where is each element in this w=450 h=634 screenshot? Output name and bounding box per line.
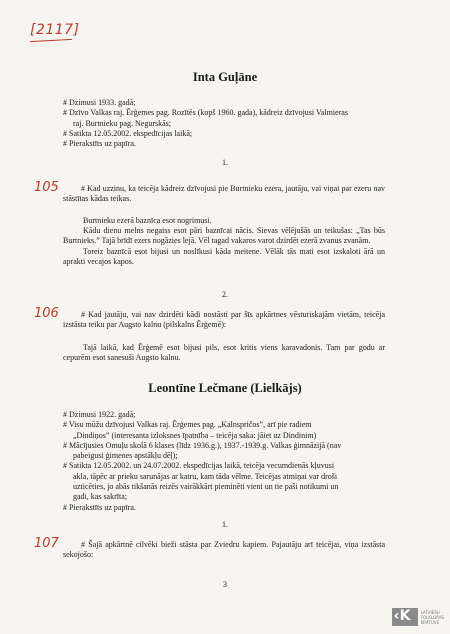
person2-meta-line: pabeigusi ģimenes apstākļu dēļ); — [73, 451, 178, 461]
question-text: # Kad jautāju, vai nav dzirdēti kādi nostāsti par šīs apkārtnes vēsturiskajām vietām, teicēja izstāsta teiku par Augsto kalnu (pilskalns Ērģemē): — [63, 310, 385, 330]
person1-name: Inta Guļāne — [192, 70, 258, 84]
person2-meta-line: uzticēties, jo abās tikšanās reizēs vairākkārt pieminēti vieni un tie paši notikumi un — [73, 482, 339, 492]
logo-text: LATVIEŠU FOLKLORAS KRĀTUVE — [420, 609, 444, 625]
story-paragraph: Toreiz baznīcā esot bijusi un noslīkusi kāda meitene. Vēlāk tās mati esot izskaloti ārā un aprakti vecajos kapos. — [63, 246, 385, 266]
person2-meta-line: # Dzimusi 1922. gadā; — [63, 410, 136, 419]
section-number: 2. — [222, 290, 228, 299]
section-question — [63, 540, 385, 560]
person1-meta — [63, 98, 383, 149]
archive-underline — [30, 39, 72, 42]
person1-meta-line: raj. Burtnieku pag. Negurskās; — [73, 118, 171, 128]
story-paragraph: Kādu dienu melns negaiss esot pāri baznīcai nācis. Sievas vēlējušās un teikušas: „Tas būs Burtnieks.” Tajā brīdī ezers nogāzies lejā. Vēl tagad vakaros varot dzirdēt ezerā zvanus zvanām. — [63, 226, 385, 246]
person1-meta-line: # Satikta 12.05.2002. ekspedīcijas laikā; — [63, 128, 193, 138]
margin-note: 106 — [34, 306, 59, 321]
archive-number: [2117] — [30, 22, 80, 38]
margin-note: 105 — [34, 180, 59, 195]
person2-meta-line: # Pierakstīts uz papīra. — [63, 502, 136, 512]
story-paragraph: Tajā laikā, kad Ērģemē esot bijusi pils, esot kritis viens karavadonis. Tam par godu ar cepurēm esot sanesuši Augsto kalnu. — [63, 343, 385, 363]
section-number: 1. — [222, 158, 228, 167]
person2-name: Leontīne Lečmane (Lielkājs) — [148, 381, 302, 395]
person2-meta-line: gadi, kas sakrīta; — [73, 492, 127, 502]
person1-meta-line: # Dzimusi 1933. gadā; — [63, 98, 136, 107]
section-number: 1. — [222, 520, 228, 529]
archive-logo — [392, 608, 444, 626]
section-question — [63, 184, 385, 204]
section-story — [63, 216, 385, 267]
logo-mark-icon: ‹ K — [392, 608, 418, 626]
person1-meta-line: # Dzīvo Valkas raj. Ērģemes pag. Rozītēs (kopš 1960. gada), kādreiz dzīvojusi Valmieras — [63, 108, 348, 118]
person2-meta-line: akla, tāpēc ar prieku sarunājas ar katru, kam tāda vēlme. Teicējas atmiņai var droši — [73, 471, 338, 481]
person1-meta-line: # Pierakstīts uz papīra. — [63, 139, 136, 149]
person2-meta-line: # Satikta 12.05.2002. un 24.07.2002. ekspedīcijas laikā, teicēja vecumdienās kļuvusi — [63, 461, 335, 471]
story-paragraph: Burtnieku ezerā baznīca esot nogrimusi. — [83, 216, 212, 225]
margin-note: 107 — [34, 536, 59, 551]
section-question — [63, 310, 385, 330]
question-text: # Šajā apkārtnē cilvēki bieži stāsta par Zviedru kapiem. Pajautāju arī teicējai, viņa izstāsta sekojošo: — [63, 540, 385, 560]
person2-meta-line: „Dindiņos” (interesanta izloksnes īpatnība – teicēja saka: jāiet uz Dindinim) — [73, 430, 317, 440]
page-number: 3 — [223, 580, 227, 589]
person2-meta-line: # Visu mūžu dzīvojusi Valkas raj. Ērģemes pag. „Kalnspričos”, arī pie radiem — [63, 420, 312, 430]
section-story — [63, 343, 385, 363]
person2-meta — [63, 410, 383, 513]
person2-meta-line: # Mācījusies Omuļu skolā 6 klases (līdz 1936.g.), 1937.-1939.g. Valkas ģimnāzijā (nav — [63, 440, 342, 450]
question-text: # Kad uzzinu, ka teicēja kādreiz dzīvojusi pie Burtnieku ezera, jautāju, vai viņai par ezeru nav stāstītas kādas teikas. — [63, 184, 385, 204]
